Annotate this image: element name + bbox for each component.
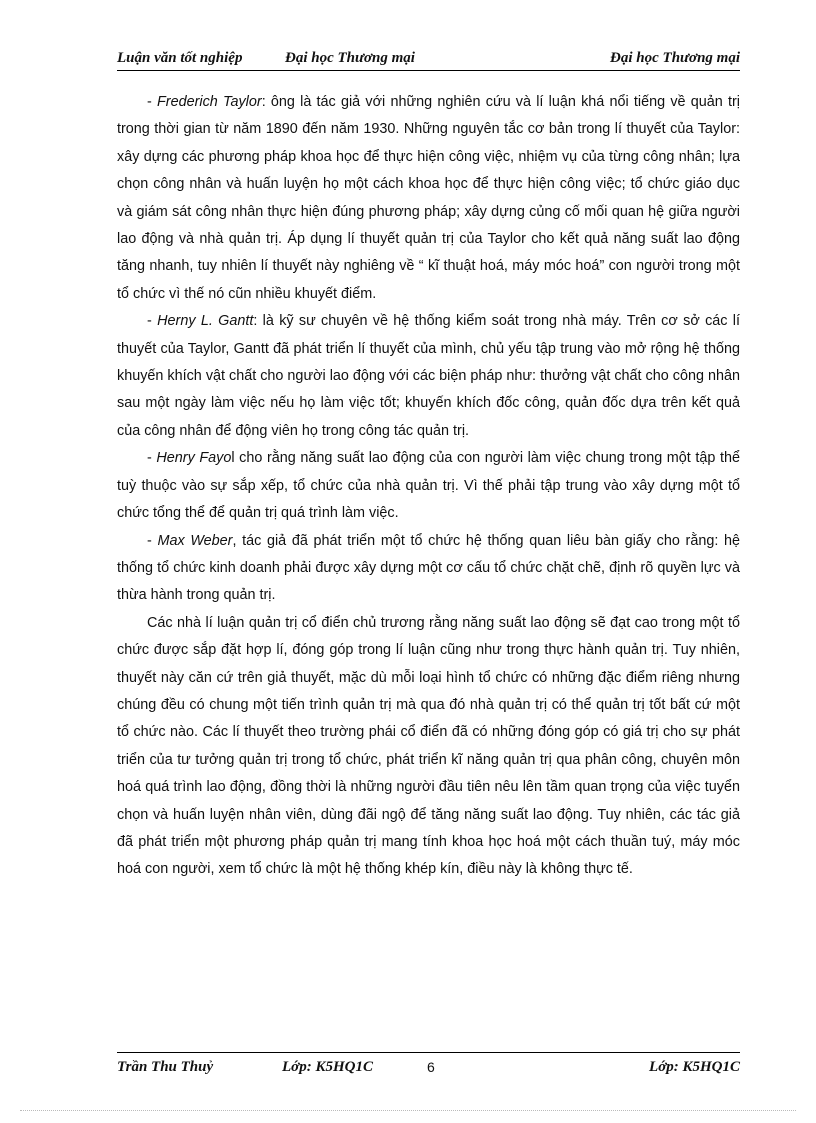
header-university-right: Đại học Thương mại [610, 50, 740, 66]
bullet-dash: - [147, 313, 158, 330]
page-number: 6 [427, 1059, 435, 1075]
bullet-dash: - [147, 450, 157, 467]
paragraph-text: l cho rằng năng suất lao động của con người làm việc chung trong một tập thể tuỳ thuộc vào sự sắp xếp, tổ chức của nhà quản trị. Vì thế phải tập trung vào xây dựng một tổ chức tổng thể để quản trị quá trình làm việc. [117, 450, 740, 522]
paragraph-classical-summary [117, 610, 740, 884]
page-header [117, 50, 740, 71]
paragraph-weber [117, 528, 740, 610]
paragraph-text: , tác giả đã phát triển một tổ chức hệ thống quan liêu bàn giấy cho rằng: hệ thống tổ chức kinh doanh phải được xây dựng một cơ cấu tổ chức chặt chẽ, định rõ quyền lực và thừa hành trong quản trị. [117, 532, 741, 604]
page-bottom-divider [20, 1110, 796, 1111]
header-thesis-label: Luận văn tốt nghiệp [117, 50, 243, 66]
person-name: Herny L. Gantt [157, 313, 254, 330]
bullet-dash: - [147, 94, 158, 110]
paragraph-text: Các nhà lí luận quản trị cổ điển chủ trương rằng năng suất lao động sẽ đạt cao trong một tổ chức được sắp đặt hợp lí, đóng góp trong lí luận cũng như trong thực hành quản trị. Tuy nhiên, thuyết này căn cứ trên giả thuyết, mặc dù mỗi loại hình tổ chức có những đặc điểm riêng nhưng chúng đều có chung một tiến trình quản trị mà qua đó nhà quản trị có thể quản trị tốt bất cứ một tổ chức nào. Các lí thuyết theo trường phái cổ điển đã có những đóng góp có giá trị cho sự phát triển của tư tưởng quản trị trong tổ chức, phát triển kĩ năng quản trị qua phân công, chuyên môn hoá quá trình lao động, đồng thời là những người đầu tiên nêu lên tầm quan trọng của việc tuyển chọn và huấn luyện nhân viên, dùng đãi ngộ để tăng năng suất lao động. Tuy nhiên, các tác giả đã phát triển một phương pháp quản trị mang tính khoa học hoá một cách thuần tuý, máy móc hoá con người, xem tổ chức là một hệ thống khép kín, điều này là không thực tế. [117, 614, 740, 878]
paragraph-text: : là kỹ sư chuyên về hệ thống kiểm soát trong nhà máy. Trên cơ sở các lí thuyết của Taylor, Gantt đã phát triển lí thuyết của mình, chủ yếu tập trung vào mở rộng hệ thống khuyến khích vật chất cho người lao động với các biện pháp như: thưởng vật chất cho công nhân sau một ngày làm việc nếu họ làm việc tốt; khuyến khích đốc công, quản đốc dựa trên kết quả của công nhân để động viên họ trong công tác quản trị. [117, 313, 740, 439]
footer-class-left: Lớp: K5HQ1C [282, 1059, 373, 1075]
footer-author: Trần Thu Thuỷ [117, 1059, 214, 1075]
paragraph-text: : ông là tác giả với những nghiên cứu và lí luận khá nổi tiếng về quản trị trong thời gian từ năm 1890 đến năm 1930. Những nguyên tắc cơ bản trong lí thuyết của Taylor: xây dựng các phương pháp khoa học để thực hiện công việc, nhiệm vụ của từng công nhân; lựa chọn công nhân và huấn luyện họ một cách khoa học để thực hiện công việc; tổ chức giáo dục và giám sát công nhân thực hiện đúng phương pháp; xây dựng củng cố mối quan hệ giữa người lao động và nhà quản trị. Áp dụng lí thuyết quản trị của Taylor cho kết quả năng suất lao động tăng nhanh, tuy nhiên lí thuyết này nghiêng về “ kĩ thuật hoá, máy móc hoá” con người trong một tổ chức vì thế nó cũn nhiều khuyết điểm. [117, 94, 740, 302]
footer-class-right: Lớp: K5HQ1C [649, 1059, 740, 1075]
paragraph-taylor [117, 89, 740, 308]
person-name: Max Weber [157, 532, 233, 549]
person-name: Henry Fayo [156, 450, 232, 467]
page-footer [117, 1052, 740, 1077]
paragraph-fayol [117, 445, 740, 527]
bullet-dash: - [147, 532, 158, 549]
header-university-middle: Đại học Thương mại [285, 50, 415, 66]
document-body [117, 89, 740, 884]
paragraph-gantt [117, 308, 740, 445]
person-name: Frederich Taylor [157, 94, 262, 110]
